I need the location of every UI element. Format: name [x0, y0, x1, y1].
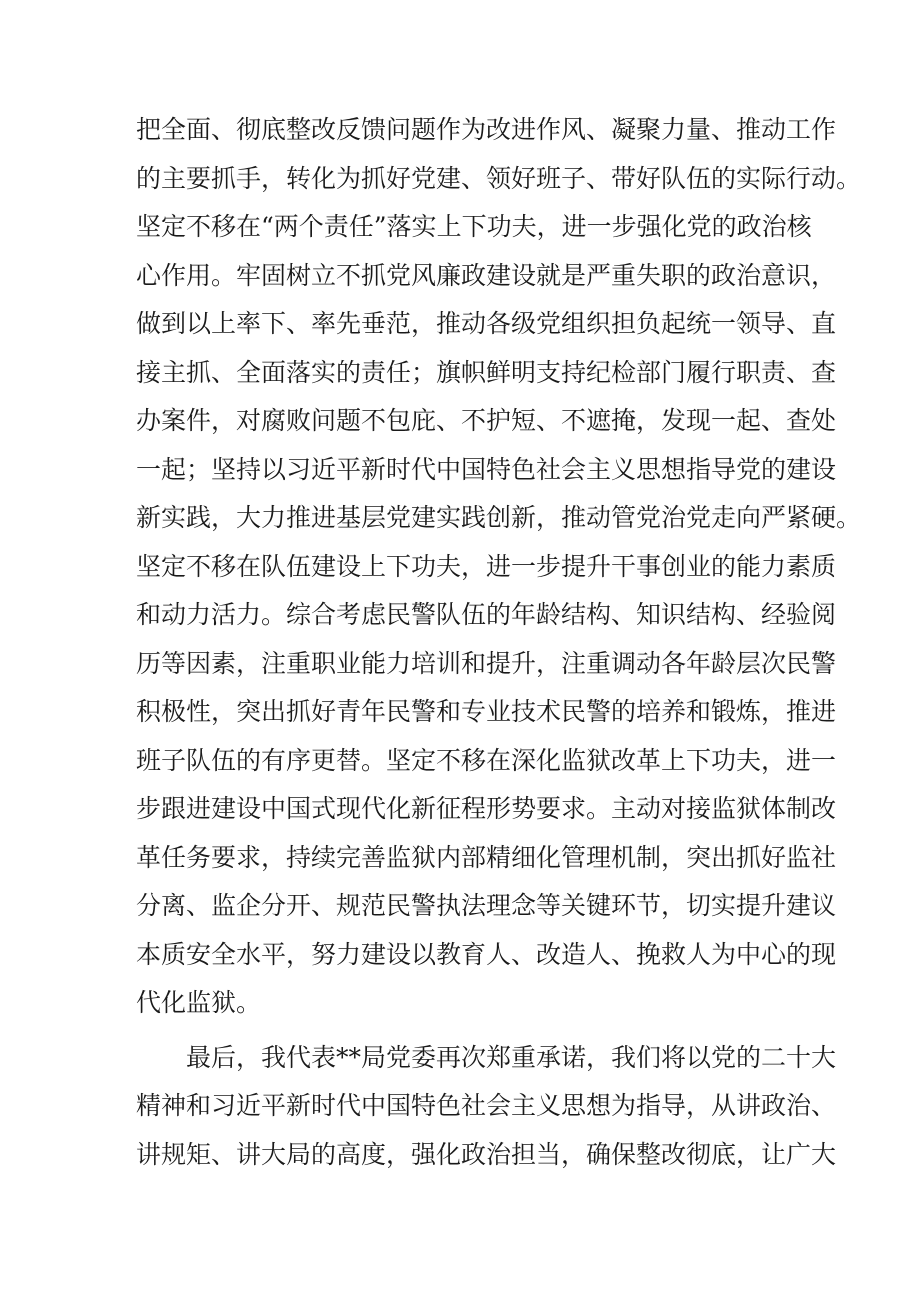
- text-line: 坚定不移在“两个责任”落实上下功夫，进一步强化党的政治核: [136, 212, 812, 241]
- text-line: 精神和习近平新时代中国特色社会主义思想为指导，从讲政治、: [136, 1091, 837, 1120]
- text-line: 心作用。牢固树立不抓党风廉政建设就是严重失职的政治意识，: [136, 260, 837, 290]
- text-line: 本质安全水平，努力建设以教育人、改造人、挽救人为中心的现: [136, 939, 837, 969]
- text-line: 步跟进建设中国式现代化新征程形势要求。主动对接监狱体制改: [136, 794, 837, 823]
- text-line: 办案件，对腐败问题不包庇、不护短、不遮掩，发现一起、查处: [136, 406, 837, 435]
- paragraph-1: [136, 106, 862, 1028]
- text-line: 代化监狱。: [136, 988, 262, 1017]
- text-line: 积极性，突出抓好青年民警和专业技术民警的培养和锻炼，推进: [136, 697, 837, 726]
- document-body: [136, 106, 862, 1179]
- text-line: 一起；坚持以习近平新时代中国特色社会主义思想指导党的建设: [136, 454, 837, 484]
- text-line: 革任务要求，持续完善监狱内部精细化管理机制，突出抓好监社: [136, 842, 837, 872]
- text-line: 做到以上率下、率先垂范，推动各级党组织担负起统一领导、直: [136, 309, 837, 338]
- text-line: 把全面、彻底整改反馈问题作为改进作风、凝聚力量、推动工作: [136, 115, 837, 144]
- text-line: 的主要抓手，转化为抓好党建、领好班子、带好队伍的实际行动。: [136, 163, 862, 193]
- paragraph-2: [136, 1034, 837, 1180]
- text-line: 历等因素，注重职业能力培训和提升，注重调动各年龄层次民警: [136, 648, 837, 678]
- text-line: 最后，我代表**局党委再次郑重承诺，我们将以党的二十大: [186, 1042, 837, 1072]
- text-line: 接主抓、全面落实的责任；旗帜鲜明支持纪检部门履行职责、查: [136, 357, 837, 387]
- text-line: 讲规矩、讲大局的高度，强化政治担当，确保整改彻底，让广大: [136, 1139, 837, 1169]
- text-line: 坚定不移在队伍建设上下功夫，进一步提升干事创业的能力素质: [136, 551, 837, 581]
- text-line: 新实践，大力推进基层党建实践创新，推动管党治党走向严紧硬。: [136, 503, 862, 532]
- text-line: 和动力活力。综合考虑民警队伍的年龄结构、知识结构、经验阅: [136, 600, 837, 629]
- text-line: 分离、监企分开、规范民警执法理念等关键环节，切实提升建议: [136, 891, 837, 920]
- text-line: 班子队伍的有序更替。坚定不移在深化监狱改革上下功夫，进一: [136, 745, 837, 775]
